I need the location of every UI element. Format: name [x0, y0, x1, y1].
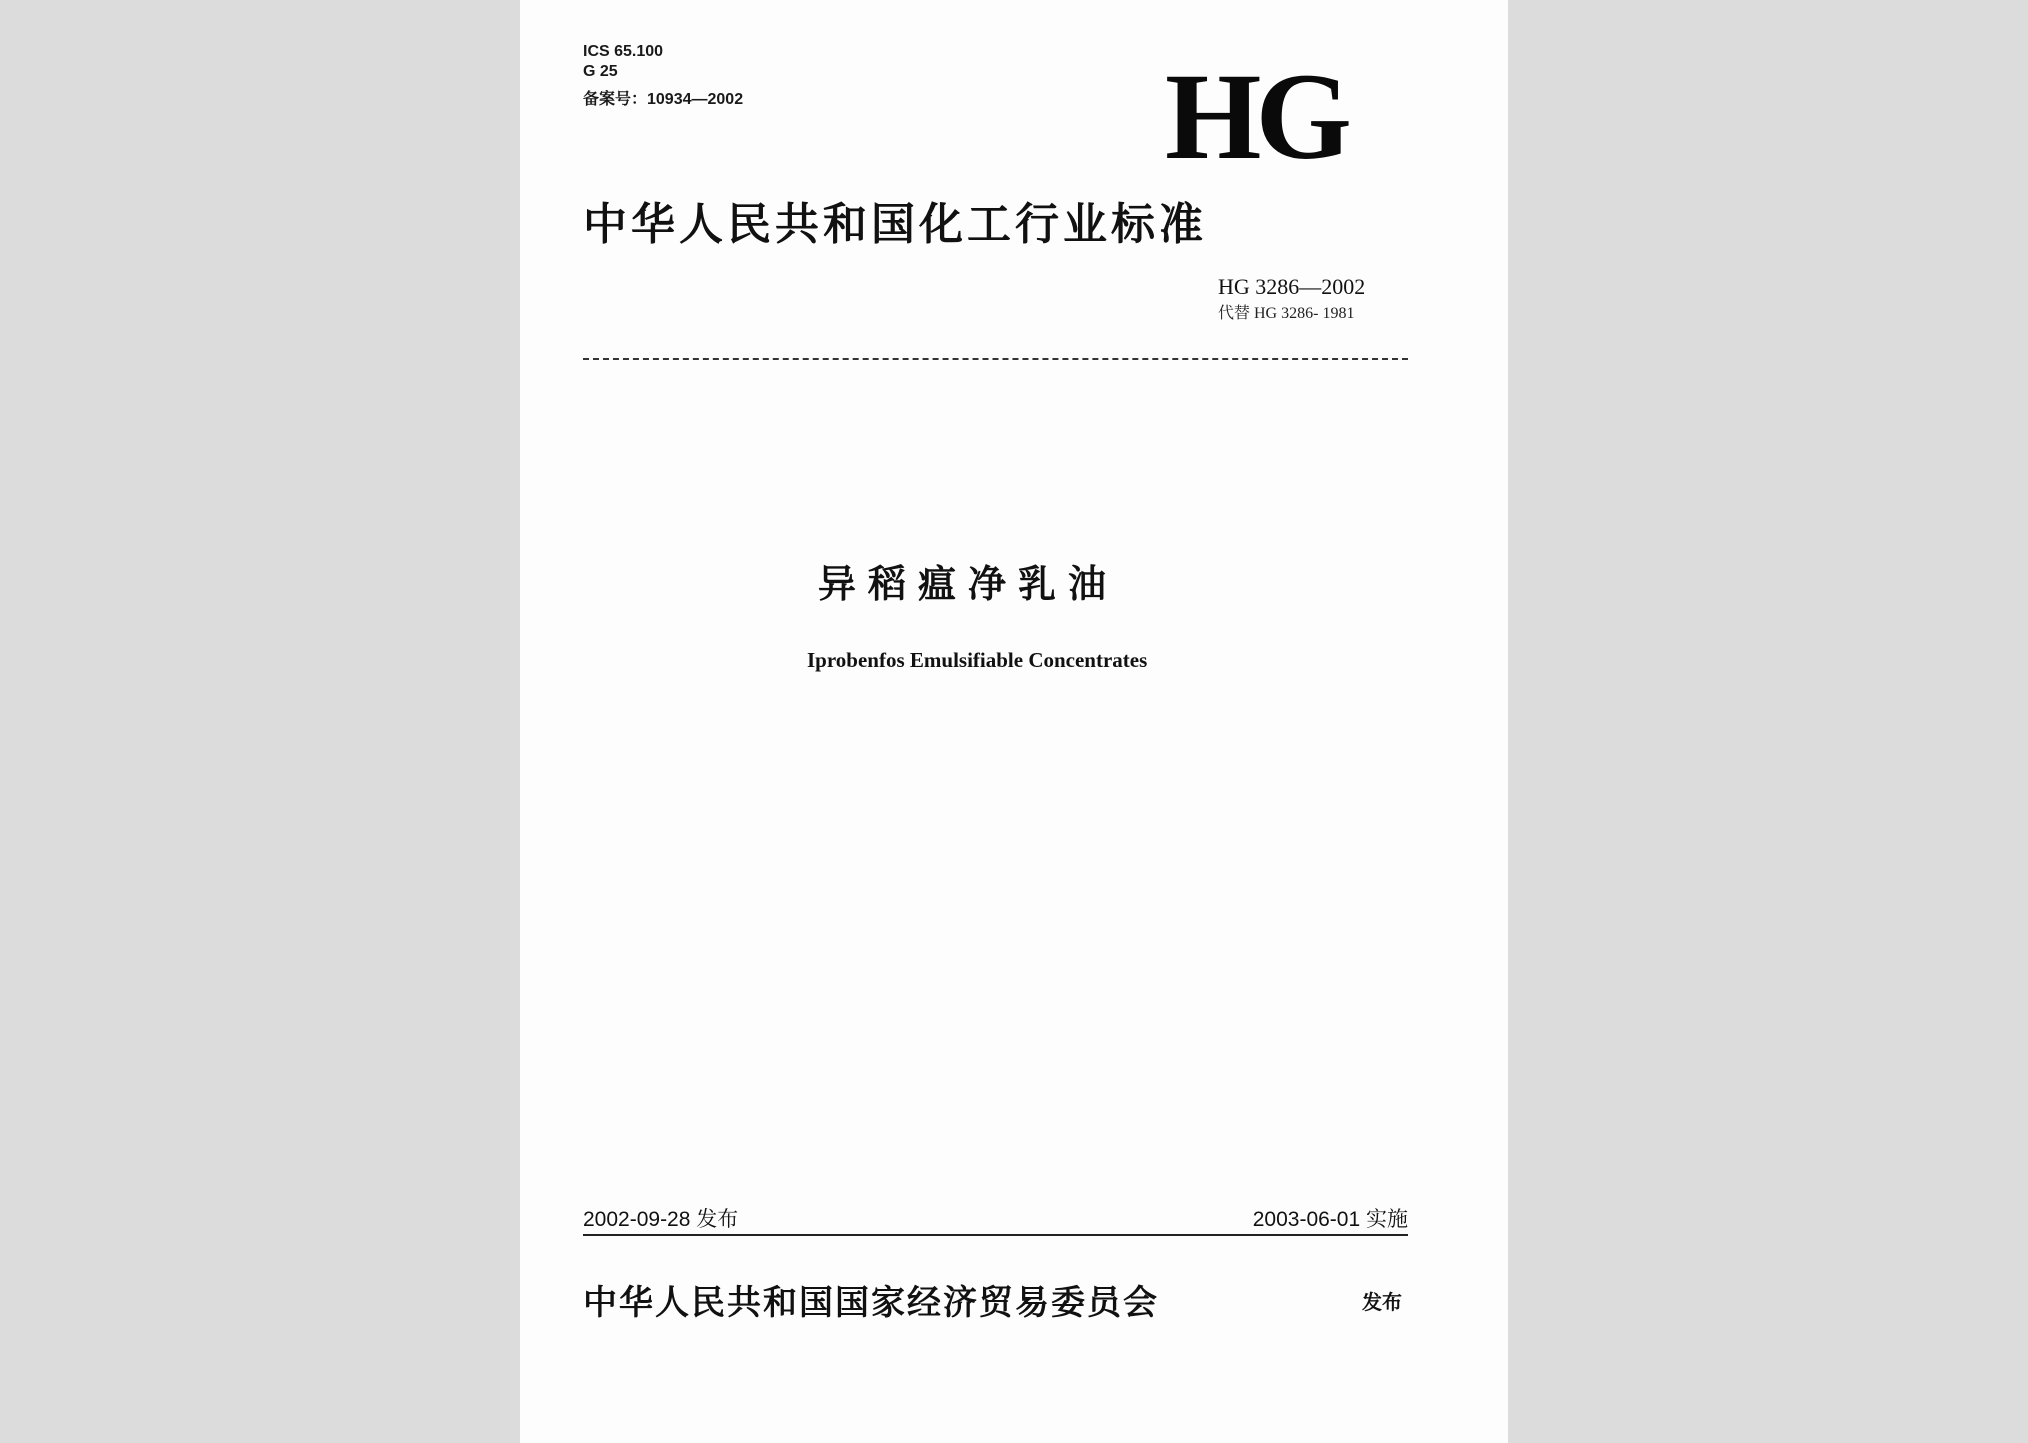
document-page — [520, 0, 1508, 1443]
replaces-standard: 代替 HG 3286- 1981 — [1218, 305, 1355, 322]
classification-code: G 25 — [583, 63, 618, 80]
issuer-name: 中华人民共和国国家经济贸易委员会 — [583, 1283, 1159, 1323]
record-number: 备案号：10934—2002 — [583, 91, 744, 108]
footer-divider — [583, 1234, 1408, 1236]
header-divider — [583, 358, 1408, 360]
document-title-cn: 异稻瘟净乳油 — [818, 561, 1119, 606]
issue-date: 2002-09-28 发布 — [583, 1208, 739, 1231]
document-title-en: Iprobenfos Emulsifiable Concentrates — [807, 648, 1148, 672]
standard-number: HG 3286—2002 — [1218, 274, 1366, 299]
hg-logo: HG — [1165, 48, 1346, 185]
issuer-suffix: 发布 — [1362, 1290, 1402, 1314]
ics-code: ICS 65.100 — [583, 43, 664, 60]
standard-title: 中华人民共和国化工行业标准 — [583, 199, 1207, 250]
implementation-date: 2003-06-01 实施 — [1252, 1208, 1408, 1231]
